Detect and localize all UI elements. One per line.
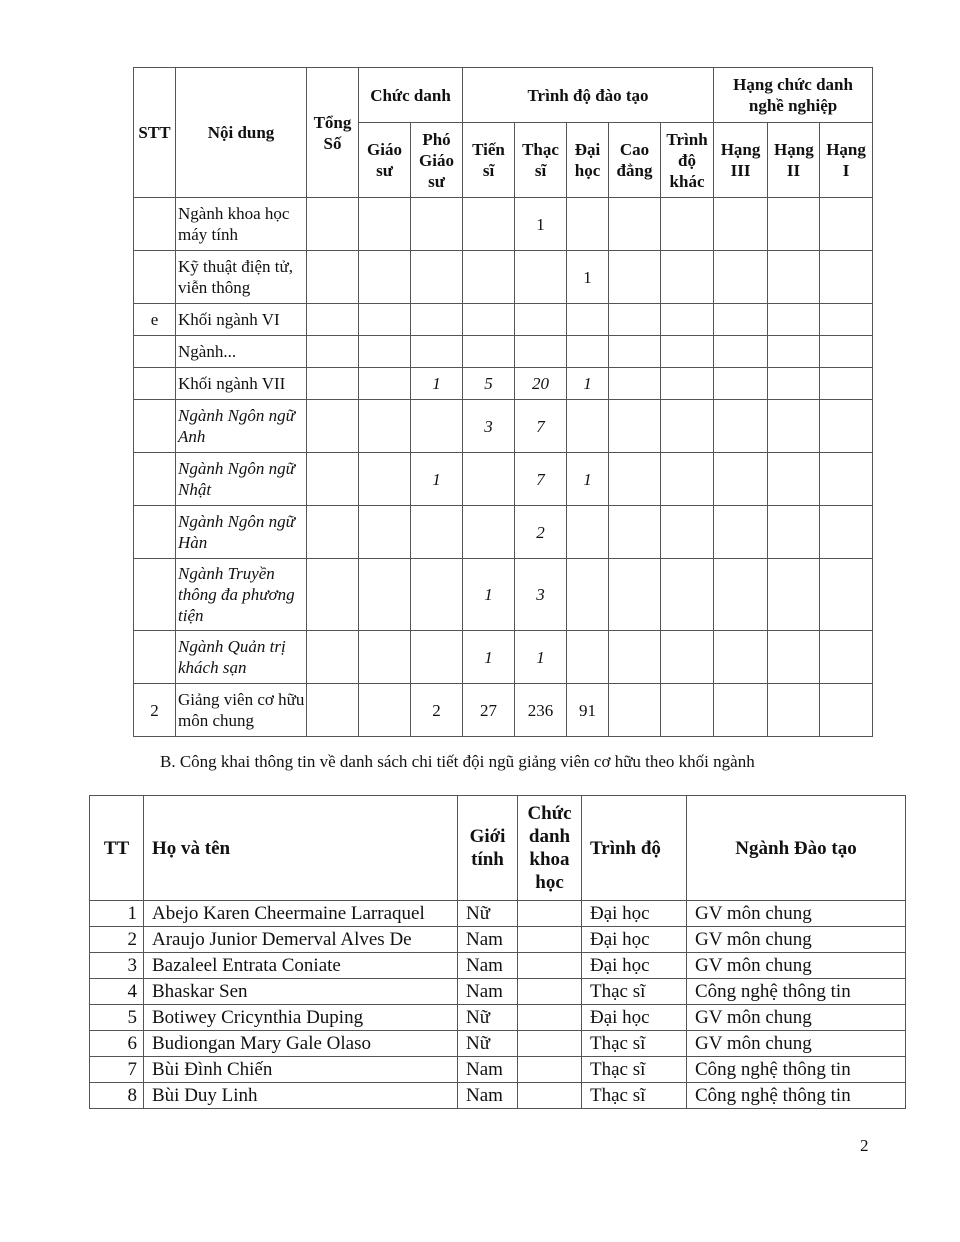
cell-stt [134,631,176,684]
cell-stt: e [134,304,176,336]
header-stt: STT [134,68,176,198]
cell-pho-giao-su [411,559,463,631]
cell-dai-hoc: 1 [567,368,609,400]
cell-tong-so [307,453,359,506]
cell-pho-giao-su [411,400,463,453]
cell-dai-hoc: 91 [567,684,609,737]
cell-hang-ii [768,453,820,506]
cell-giao-su [359,304,411,336]
cell-dai-hoc [567,336,609,368]
cell-hang-i [820,251,873,304]
cell-tong-so [307,506,359,559]
cell-chuc-danh-khoa-hoc [518,927,582,953]
cell-giao-su [359,631,411,684]
header-hang-i: Hạng I [820,123,873,198]
cell-dai-hoc [567,304,609,336]
cell-chuc-danh-khoa-hoc [518,953,582,979]
table-row [134,453,873,506]
lecturer-row [90,979,906,1005]
cell-pho-giao-su: 2 [411,684,463,737]
cell-tt: 6 [90,1031,144,1057]
cell-trinh-do: Đại học [582,953,687,979]
cell-tong-so [307,198,359,251]
cell-hang-ii [768,336,820,368]
cell-hang-ii [768,368,820,400]
cell-trinh-do-khac [661,304,714,336]
cell-trinh-do: Đại học [582,1005,687,1031]
cell-tien-si: 1 [463,559,515,631]
cell-hang-i [820,198,873,251]
table-row [134,251,873,304]
header-chuc-danh-khoa-hoc: Chức danh khoa học [518,796,582,901]
cell-tien-si [463,506,515,559]
cell-hang-i [820,684,873,737]
cell-cao-dang [609,453,661,506]
cell-nganh-dao-tao: GV môn chung [687,953,906,979]
lecturer-row [90,1083,906,1109]
cell-tong-so [307,631,359,684]
cell-nganh-dao-tao: Công nghệ thông tin [687,979,906,1005]
lecturer-row [90,927,906,953]
table-row [134,684,873,737]
cell-noi-dung: Kỹ thuật điện tử, viễn thông [176,251,307,304]
cell-hang-iii [714,336,768,368]
cell-stt [134,251,176,304]
cell-hang-ii [768,684,820,737]
cell-thac-si [515,304,567,336]
cell-nganh-dao-tao: GV môn chung [687,927,906,953]
cell-hang-ii [768,251,820,304]
cell-dai-hoc [567,559,609,631]
cell-tong-so [307,336,359,368]
cell-pho-giao-su [411,631,463,684]
cell-thac-si: 3 [515,559,567,631]
cell-stt [134,336,176,368]
cell-thac-si: 7 [515,453,567,506]
cell-giao-su [359,453,411,506]
cell-tt: 4 [90,979,144,1005]
cell-cao-dang [609,251,661,304]
cell-noi-dung: Ngành Quản trị khách sạn [176,631,307,684]
cell-tt: 7 [90,1057,144,1083]
header-ho-ten: Họ và tên [144,796,458,901]
cell-stt [134,506,176,559]
cell-gioi-tinh: Nữ [458,901,518,927]
cell-noi-dung: Khối ngành VI [176,304,307,336]
cell-hang-iii [714,400,768,453]
header-dai-hoc: Đại học [567,123,609,198]
cell-trinh-do: Thạc sĩ [582,1083,687,1109]
cell-tien-si: 1 [463,631,515,684]
cell-noi-dung: Ngành Ngôn ngữ Hàn [176,506,307,559]
cell-gioi-tinh: Nữ [458,1005,518,1031]
header-tien-si: Tiến sĩ [463,123,515,198]
table-row [134,400,873,453]
header-giao-su: Giáo sư [359,123,411,198]
cell-pho-giao-su [411,336,463,368]
cell-ho-ten: Botiwey Cricynthia Duping [144,1005,458,1031]
cell-gioi-tinh: Nữ [458,1031,518,1057]
lecturer-row [90,1031,906,1057]
cell-tien-si: 3 [463,400,515,453]
cell-gioi-tinh: Nam [458,979,518,1005]
cell-hang-iii [714,453,768,506]
lecturer-row [90,1057,906,1083]
header-trinh-do: Trình độ [582,796,687,901]
cell-ho-ten: Abejo Karen Cheermaine Larraquel [144,901,458,927]
cell-dai-hoc [567,400,609,453]
cell-noi-dung: Giảng viên cơ hữu môn chung [176,684,307,737]
cell-gioi-tinh: Nam [458,1083,518,1109]
cell-stt: 2 [134,684,176,737]
cell-cao-dang [609,400,661,453]
cell-stt [134,559,176,631]
cell-noi-dung: Ngành Ngôn ngữ Anh [176,400,307,453]
cell-hang-iii [714,631,768,684]
cell-pho-giao-su: 1 [411,453,463,506]
cell-tien-si [463,198,515,251]
cell-dai-hoc: 1 [567,251,609,304]
cell-trinh-do-khac [661,400,714,453]
cell-chuc-danh-khoa-hoc [518,979,582,1005]
cell-hang-ii [768,506,820,559]
table-row [134,198,873,251]
cell-giao-su [359,559,411,631]
cell-chuc-danh-khoa-hoc [518,1031,582,1057]
cell-cao-dang [609,198,661,251]
cell-trinh-do: Đại học [582,927,687,953]
header-hang-chuc-danh: Hạng chức danh nghề nghiệp [714,68,873,123]
cell-cao-dang [609,506,661,559]
cell-tong-so [307,251,359,304]
header-cao-dang: Cao đẳng [609,123,661,198]
cell-cao-dang [609,336,661,368]
cell-trinh-do: Thạc sĩ [582,979,687,1005]
cell-dai-hoc [567,198,609,251]
cell-trinh-do-khac [661,453,714,506]
cell-giao-su [359,506,411,559]
lecturer-list-body [90,901,906,1109]
cell-stt [134,400,176,453]
cell-giao-su [359,368,411,400]
cell-thac-si: 2 [515,506,567,559]
cell-cao-dang [609,559,661,631]
cell-tien-si [463,336,515,368]
cell-tong-so [307,559,359,631]
cell-thac-si [515,251,567,304]
cell-pho-giao-su [411,251,463,304]
cell-chuc-danh-khoa-hoc [518,901,582,927]
cell-pho-giao-su [411,304,463,336]
cell-tt: 3 [90,953,144,979]
header-tt: TT [90,796,144,901]
cell-hang-i [820,368,873,400]
cell-tt: 5 [90,1005,144,1031]
cell-hang-i [820,559,873,631]
cell-noi-dung: Ngành Truyền thông đa phương tiện [176,559,307,631]
cell-hang-ii [768,400,820,453]
lecturer-row [90,901,906,927]
cell-hang-iii [714,251,768,304]
cell-tien-si [463,251,515,304]
cell-ho-ten: Bùi Đình Chiến [144,1057,458,1083]
cell-stt [134,453,176,506]
cell-tien-si: 5 [463,368,515,400]
cell-stt [134,198,176,251]
cell-ho-ten: Bhaskar Sen [144,979,458,1005]
cell-hang-iii [714,304,768,336]
page-number: 2 [860,1136,869,1155]
cell-hang-ii [768,304,820,336]
cell-trinh-do-khac [661,631,714,684]
header-noi-dung: Nội dung [176,68,307,198]
cell-hang-i [820,631,873,684]
cell-cao-dang [609,684,661,737]
table-row [134,631,873,684]
lecturer-row [90,1005,906,1031]
table-row [134,506,873,559]
cell-tong-so [307,304,359,336]
cell-tien-si [463,304,515,336]
cell-hang-iii [714,506,768,559]
cell-giao-su [359,684,411,737]
cell-giao-su [359,336,411,368]
lecturer-header-row [90,796,906,901]
cell-pho-giao-su [411,506,463,559]
header-hang-ii: Hạng II [768,123,820,198]
cell-trinh-do-khac [661,684,714,737]
cell-trinh-do-khac [661,198,714,251]
cell-chuc-danh-khoa-hoc [518,1083,582,1109]
staff-statistics-table [133,67,873,737]
cell-thac-si: 1 [515,198,567,251]
cell-gioi-tinh: Nam [458,1057,518,1083]
cell-giao-su [359,251,411,304]
cell-dai-hoc [567,506,609,559]
cell-dai-hoc [567,631,609,684]
table-row [134,368,873,400]
cell-ho-ten: Bùi Duy Linh [144,1083,458,1109]
cell-hang-ii [768,198,820,251]
header-tong-so: Tổng Số [307,68,359,198]
cell-cao-dang [609,631,661,684]
cell-chuc-danh-khoa-hoc [518,1005,582,1031]
cell-nganh-dao-tao: GV môn chung [687,1005,906,1031]
cell-hang-i [820,304,873,336]
header-thac-si: Thạc sĩ [515,123,567,198]
cell-hang-i [820,400,873,453]
cell-gioi-tinh: Nam [458,927,518,953]
cell-nganh-dao-tao: Công nghệ thông tin [687,1083,906,1109]
header-gioi-tinh: Giới tính [458,796,518,901]
cell-tong-so [307,684,359,737]
header-trinh-do-khac: Trình độ khác [661,123,714,198]
cell-gioi-tinh: Nam [458,953,518,979]
cell-giao-su [359,400,411,453]
header-trinh-do-dao-tao: Trình độ đào tạo [463,68,714,123]
cell-hang-ii [768,631,820,684]
cell-trinh-do: Đại học [582,901,687,927]
cell-thac-si: 236 [515,684,567,737]
section-b-caption: B. Công khai thông tin về danh sách chi tiết đội ngũ giảng viên cơ hữu theo khối ngành [160,752,755,771]
cell-hang-i [820,453,873,506]
cell-noi-dung: Ngành... [176,336,307,368]
cell-tt: 8 [90,1083,144,1109]
header-hang-iii: Hạng III [714,123,768,198]
header-nganh-dao-tao: Ngành Đào tạo [687,796,906,901]
header-row-top [134,68,873,123]
cell-chuc-danh-khoa-hoc [518,1057,582,1083]
cell-hang-ii [768,559,820,631]
cell-hang-iii [714,684,768,737]
cell-thac-si: 1 [515,631,567,684]
cell-stt [134,368,176,400]
table-row [134,559,873,631]
cell-thac-si: 20 [515,368,567,400]
header-chuc-danh: Chức danh [359,68,463,123]
cell-hang-iii [714,368,768,400]
cell-hang-iii [714,559,768,631]
cell-tien-si [463,453,515,506]
cell-trinh-do: Thạc sĩ [582,1057,687,1083]
cell-dai-hoc: 1 [567,453,609,506]
lecturer-list-table [89,795,906,1109]
lecturer-row [90,953,906,979]
cell-tt: 1 [90,901,144,927]
cell-giao-su [359,198,411,251]
cell-nganh-dao-tao: Công nghệ thông tin [687,1057,906,1083]
cell-hang-i [820,336,873,368]
cell-hang-i [820,506,873,559]
cell-pho-giao-su: 1 [411,368,463,400]
cell-trinh-do-khac [661,251,714,304]
cell-nganh-dao-tao: GV môn chung [687,1031,906,1057]
cell-nganh-dao-tao: GV môn chung [687,901,906,927]
cell-trinh-do-khac [661,559,714,631]
cell-pho-giao-su [411,198,463,251]
cell-thac-si [515,336,567,368]
cell-cao-dang [609,368,661,400]
cell-trinh-do: Thạc sĩ [582,1031,687,1057]
cell-trinh-do-khac [661,368,714,400]
cell-hang-iii [714,198,768,251]
table-row [134,304,873,336]
cell-noi-dung: Ngành khoa học máy tính [176,198,307,251]
cell-trinh-do-khac [661,506,714,559]
cell-tt: 2 [90,927,144,953]
cell-tong-so [307,368,359,400]
cell-cao-dang [609,304,661,336]
cell-tien-si: 27 [463,684,515,737]
cell-noi-dung: Khối ngành VII [176,368,307,400]
cell-ho-ten: Budiongan Mary Gale Olaso [144,1031,458,1057]
header-pho-giao-su: Phó Giáo sư [411,123,463,198]
cell-ho-ten: Araujo Junior Demerval Alves De [144,927,458,953]
cell-ho-ten: Bazaleel Entrata Coniate [144,953,458,979]
cell-noi-dung: Ngành Ngôn ngữ Nhật [176,453,307,506]
cell-thac-si: 7 [515,400,567,453]
cell-trinh-do-khac [661,336,714,368]
staff-statistics-body [134,198,873,737]
cell-tong-so [307,400,359,453]
table-row [134,336,873,368]
